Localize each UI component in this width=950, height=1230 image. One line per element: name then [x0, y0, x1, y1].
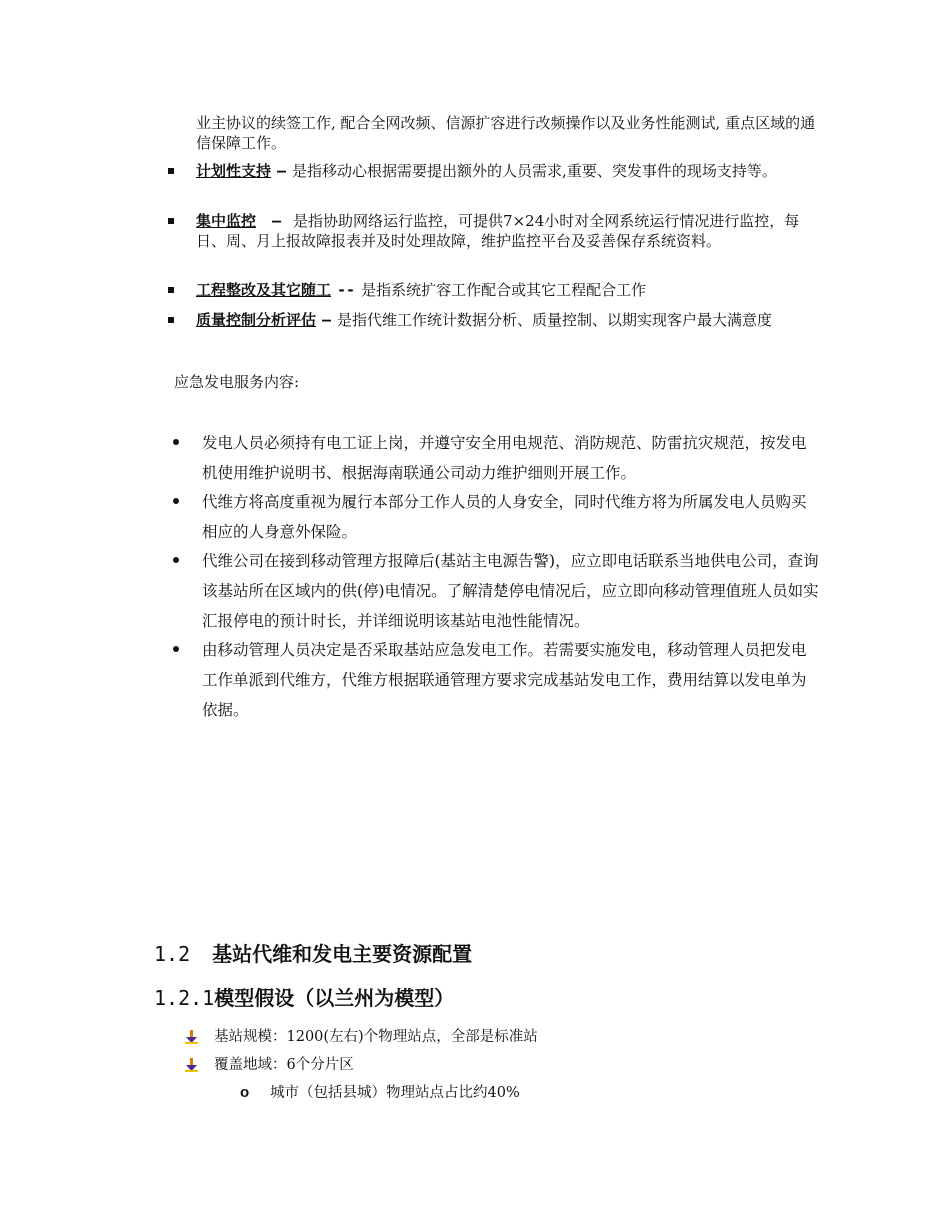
list-item [202, 487, 820, 547]
emergency-text: 由移动管理人员决定是否采取基站应急发电工作。若需要实施发电，移动管理人员把发电工作单派到代维方，代维方根据联通管理方要求完成基站发电工作，费用结算以发电单为依据。 [202, 641, 807, 719]
continuation-paragraph: 业主协议的续签工作, 配合全网改频、信源扩容进行改频操作以及业务性能测试, 重点区域的通信保障工作。 [196, 114, 816, 152]
section-number: 1.2 [154, 942, 191, 966]
arrow-bullet-icon [184, 1029, 200, 1045]
list-item [240, 1083, 520, 1103]
separator: — [322, 311, 332, 329]
assumption-text: 基站规模：1200(左右)个物理站点，全部是标准站 [214, 1029, 538, 1045]
square-bullet-icon [168, 218, 174, 224]
separator: — [277, 162, 287, 180]
list-item [214, 1027, 538, 1047]
assumption-text: 覆盖地域：6个分片区 [214, 1057, 354, 1073]
emergency-text: 发电人员必须持有电工证上岗，并遵守安全用电规范、消防规范、防雷抗灾规范，按发电机使用维护说明书、根据海南联通公司动力维护细则开展工作。 [202, 434, 807, 482]
service-description: 是指移动心根据需要提出额外的人员需求,重要、突发事件的现场支持等。 [292, 162, 777, 180]
list-item [214, 1055, 354, 1075]
round-bullet-icon [173, 498, 179, 504]
service-term: 质量控制分析评估 [196, 311, 317, 329]
service-term: 工程整改及其它随工 [196, 281, 332, 299]
list-item [196, 211, 816, 251]
list-item [196, 280, 816, 300]
round-bullet-icon [173, 439, 179, 445]
square-bullet-icon [168, 317, 174, 323]
emergency-intro: 应急发电服务内容: [174, 373, 300, 391]
list-item [202, 635, 820, 725]
arrow-bullet-icon [184, 1057, 200, 1073]
round-bullet-icon [173, 646, 179, 652]
service-description: 是指协助网络运行监控，可提供7×24小时对全网系统运行情况进行监控，每日、周、月上报故障报表并及时处理故障，维护监控平台及妥善保存系统资料。 [196, 212, 800, 250]
separator: -- [337, 281, 356, 299]
square-bullet-icon [168, 168, 174, 174]
list-item [202, 546, 820, 636]
service-description: 是指系统扩容工作配合或其它工程配合工作 [361, 281, 647, 299]
service-term: 集中监控 [196, 212, 257, 230]
service-description: 是指代维工作统计数据分析、质量控制、以期实现客户最大满意度 [337, 311, 773, 329]
subsection-number: 1.2.1 [154, 986, 215, 1010]
subsection-title: 模型假设（以兰州为模型） [214, 986, 455, 1010]
section-title: 基站代维和发电主要资源配置 [212, 942, 473, 966]
list-item [202, 428, 820, 488]
list-item [196, 161, 816, 181]
sub-assumption-text: 城市（包括县城）物理站点占比约40% [270, 1085, 520, 1101]
separator: — [272, 212, 282, 230]
section-heading [154, 940, 472, 968]
list-item [196, 310, 816, 330]
emergency-text: 代维公司在接到移动管理方报障后(基站主电源告警)，应立即电话联系当地供电公司，查询该基站所在区域内的供(停)电情况。了解清楚停电情况后，应立即向移动管理值班人员如实汇报停电的预计时长，并详细说明该基站电池性能情况。 [202, 552, 819, 630]
circle-bullet-icon: o [240, 1084, 250, 1101]
subsection-heading [154, 984, 454, 1012]
square-bullet-icon [168, 287, 174, 293]
service-term: 计划性支持 [196, 162, 272, 180]
emergency-text: 代维方将高度重视为履行本部分工作人员的人身安全，同时代维方将为所属发电人员购买相应的人身意外保险。 [202, 493, 807, 541]
round-bullet-icon [173, 557, 179, 563]
